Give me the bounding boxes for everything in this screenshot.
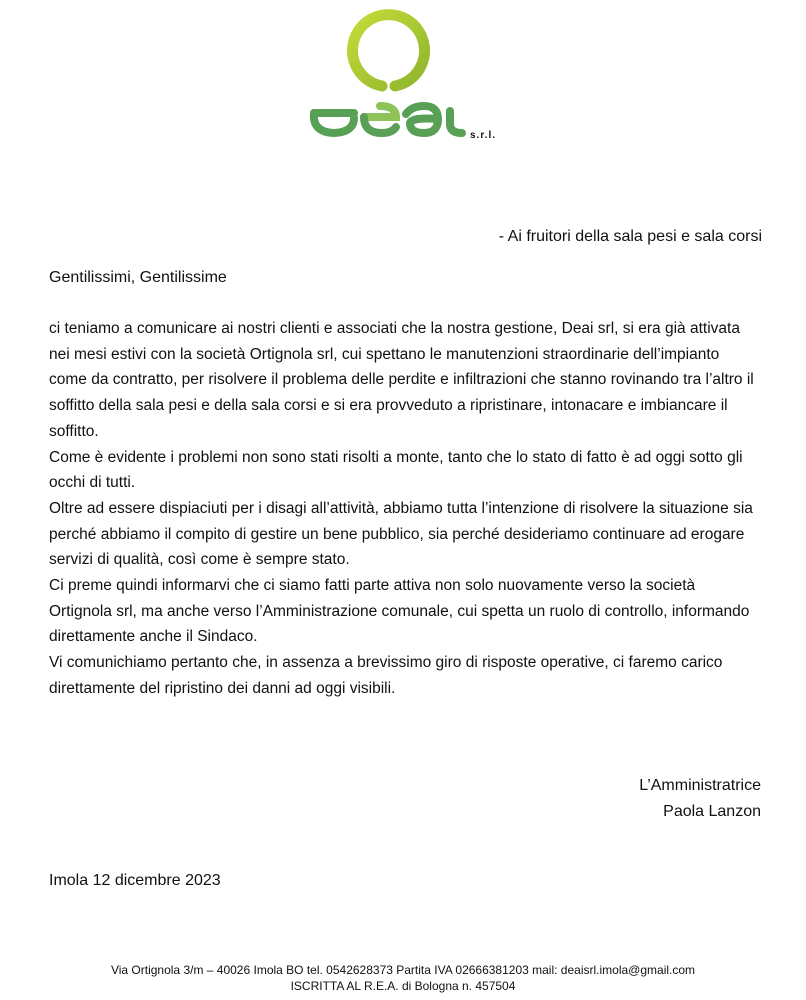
- signatory-role: L’Amministratrice: [639, 777, 761, 794]
- signature-block: [639, 773, 761, 825]
- salutation: Gentilissimi, Gentilissime: [49, 269, 227, 286]
- footer: [0, 962, 806, 994]
- logo-letters: [314, 106, 462, 133]
- paragraph: Vi comunichiamo pertanto che, in assenza a brevissimo giro di risposte operative, ci faremo carico direttamente del ripristino dei danni ad oggi visibili.: [49, 654, 723, 697]
- paragraph: Oltre ad essere dispiaciuti per i disagi all’attività, abbiamo tutta l’intenzione di risolvere la situazione sia perché abbiamo il compito di gestire un bene pubblico, sia perché desideriamo continuare ad erogare servizi di qualità, così come è sempre stato.: [49, 499, 753, 569]
- ring-shape: [353, 15, 425, 86]
- logo-suffix: s.r.l.: [470, 130, 497, 141]
- paragraph: ci teniamo a comunicare ai nostri clienti e associati che la nostra gestione, Deai srl, si era già attivata nei mesi estivi con la società Ortignola srl, cui spettano le manutenzioni straordinarie dell’impianto come da contratto, per risolvere il problema delle perdite e infiltrazioni che stanno rovinando tra l’altro il soffitto della sala pesi e della sala corsi e si era provveduto a ripristinare, intonacare e imbiancare il soffitto.: [49, 320, 754, 440]
- letter-body: [49, 316, 761, 702]
- footer-registration-line: ISCRITTA AL R.E.A. di Bologna n. 457504: [290, 979, 516, 993]
- company-logo: [300, 6, 530, 156]
- signatory-name: Paola Lanzon: [663, 803, 761, 820]
- recipient-line: - Ai fruitori della sala pesi e sala corsi: [498, 228, 762, 245]
- paragraph: Ci preme quindi informarvi che ci siamo fatti parte attiva non solo nuovamente verso la società Ortignola srl, ma anche verso l’Amministrazione comunale, cui spetta un ruolo di controllo, informando direttamente anche il Sindaco.: [49, 577, 750, 646]
- paragraph: Come è evidente i problemi non sono stati risolti a monte, tanto che lo stato di fatto è ad oggi sotto gli occhi di tutti.: [49, 448, 743, 492]
- footer-address-line: Via Ortignola 3/m – 40026 Imola BO tel. 0542628373 Partita IVA 02666381203 mail: deaisrl.imola@gmail.com: [110, 963, 696, 977]
- letter-date: Imola 12 dicembre 2023: [49, 872, 221, 889]
